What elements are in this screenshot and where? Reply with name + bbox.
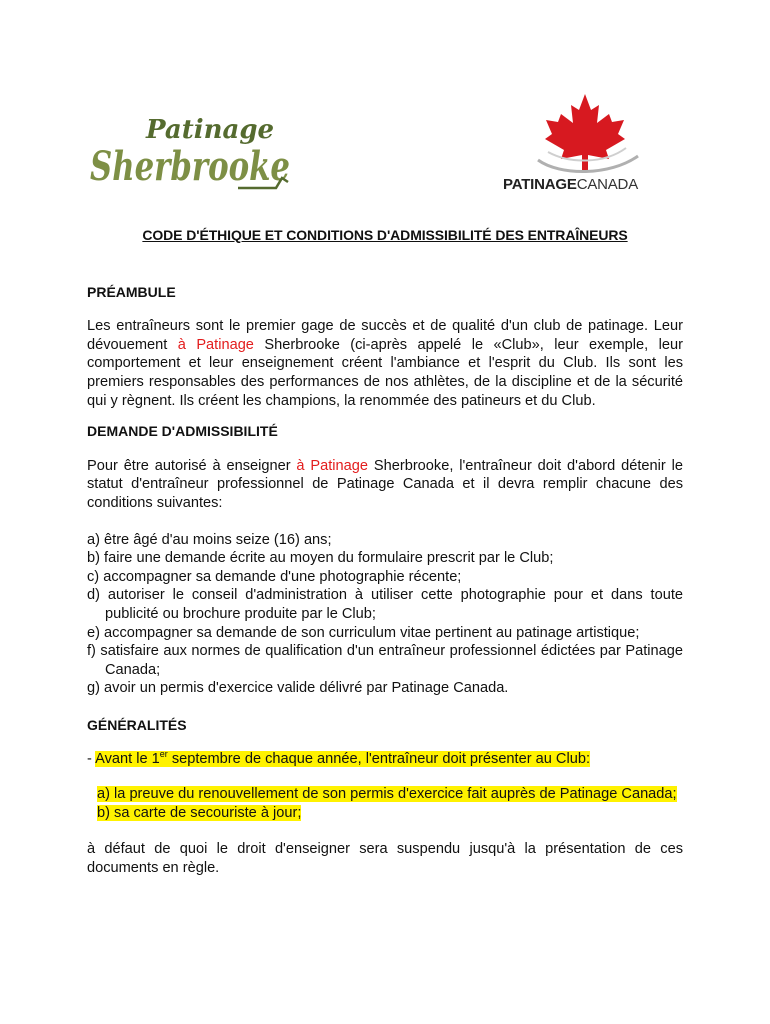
highlight-red-text: à Patinage: [177, 336, 254, 353]
generalites-list: [87, 785, 683, 822]
preambule-heading: PRÉAMBULE: [87, 283, 176, 300]
generalites-heading: GÉNÉRALITÉS: [87, 716, 187, 733]
generalites-intro: - Avant le 1er septembre de chaque année, l'entraîneur doit présenter au Club:: [87, 749, 590, 768]
demande-heading: DEMANDE D'ADMISSIBILITÉ: [87, 423, 278, 440]
list-item: b) sa carte de secouriste à jour;: [97, 804, 302, 821]
maple-leaf-icon: [545, 94, 625, 170]
document-body: [87, 226, 683, 877]
list-item: a) la preuve du renouvellement de son permis d'exercice fait auprès de Patinage Canada;: [97, 786, 677, 803]
demande-paragraph: Pour être autorisé à enseigner à Patinage Sherbrooke, l'entraîneur doit d'abord détenir le statut d'entraîneur professionnel de Patinage Canada et il devra remplir chacune des conditions suivantes:: [87, 457, 683, 511]
document-title: CODE D'ÉTHIQUE ET CONDITIONS D'ADMISSIBILITÉ DES ENTRAÎNEURS: [142, 227, 628, 243]
preambule-paragraph: Les entraîneurs sont le premier gage de succès et de qualité d'un club de patinage. Leur dévouement à Patinage Sherbrooke (ci-après appelé le «Club», leur exemple, leur comportement et leur enseignement créent l'ambiance et l'esprit du Club. Ils sont les premiers responsables des performances de nos athlètes, de la discipline et de la sécurité qui y règnent. Ils créent les champions, la renommée des patineurs et du Club.: [87, 318, 683, 409]
list-item: c) accompagner sa demande d'une photographie récente;: [87, 568, 462, 585]
logo-patinage-text: Patinage: [146, 115, 275, 145]
wordmark-canada: CANADA: [576, 176, 638, 193]
wordmark-patinage: PATINAGE: [503, 176, 577, 193]
patinage-sherbrooke-logo: [88, 108, 300, 194]
list-item: f) satisfaire aux normes de qualification d'un entraîneur professionnel édictées par Patinage Canada;: [87, 643, 683, 678]
list-item: b) faire une demande écrite au moyen du formulaire prescrit par le Club;: [87, 550, 554, 567]
highlighted-text: Avant le 1er septembre de chaque année, l'entraîneur doit présenter au Club:: [95, 749, 590, 768]
highlight-red-text: à Patinage: [296, 457, 369, 474]
list-item: d) autoriser le conseil d'administration à utiliser cette photographie pour et dans toute publicité ou brochure produite par le Club;: [87, 587, 683, 622]
logo-sherbrooke-text: Sherbrooke: [90, 143, 290, 190]
generalites-closing: à défaut de quoi le droit d'enseigner sera suspendu jusqu'à la présentation de ces documents en règle.: [87, 841, 683, 876]
patinage-canada-wordmark: [503, 176, 638, 193]
list-item: g) avoir un permis d'exercice valide délivré par Patinage Canada.: [87, 680, 509, 697]
conditions-list: [87, 531, 683, 698]
list-item: a) être âgé d'au moins seize (16) ans;: [87, 531, 332, 548]
list-item: e) accompagner sa demande de son curriculum vitae pertinent au patinage artistique;: [87, 624, 640, 641]
